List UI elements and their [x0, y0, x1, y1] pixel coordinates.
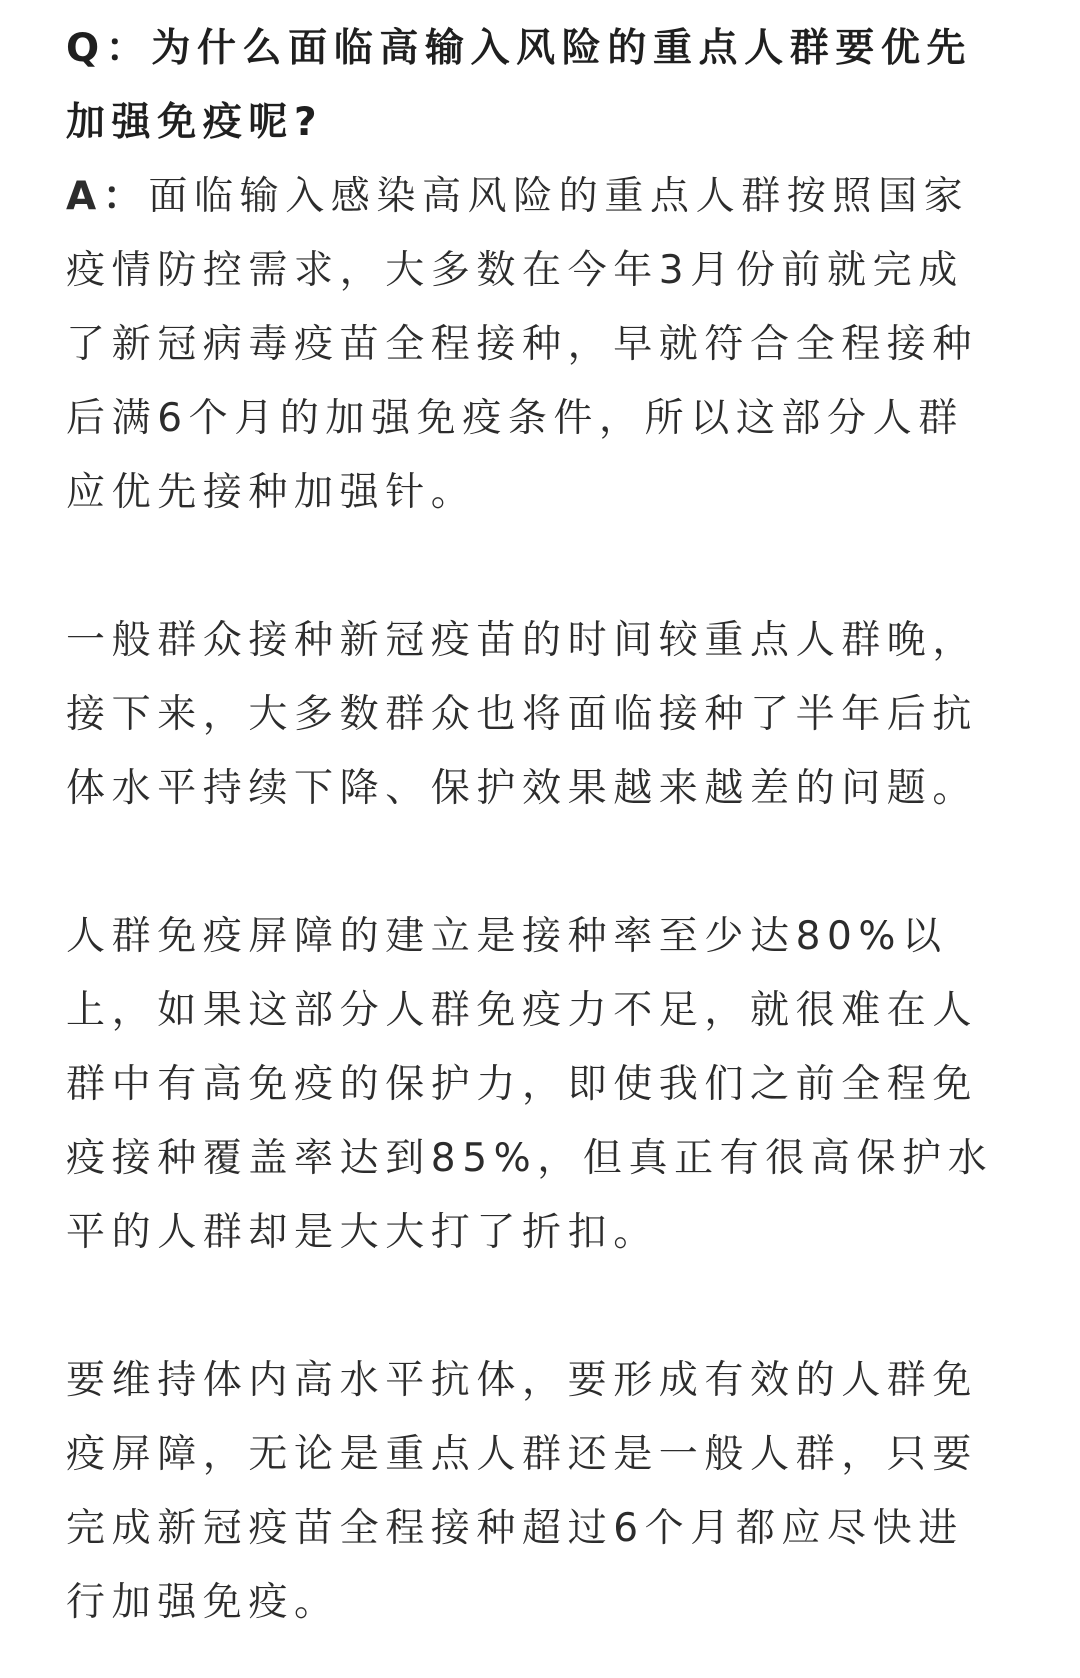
- question-text: 为什么面临高输入风险的重点人群要优先加强免疫呢?: [66, 26, 973, 145]
- paragraph-booster-advice: 要维持体内高水平抗体，要形成有效的人群免疫屏障，无论是重点人群还是一般人群，只要完成新冠疫苗全程接种超过6个月都应尽快进行加强免疫。: [66, 1358, 979, 1625]
- answer: [66, 160, 1004, 530]
- qa-block: [66, 12, 1004, 530]
- paragraph-immunity-barrier: 人群免疫屏障的建立是接种率至少达80%以上，如果这部分人群免疫力不足，就很难在人群中有高免疫的保护力，即使我们之前全程免疫接种覆盖率达到85%，但真正有很高保护水平的人群却是大大打了折扣。: [66, 914, 994, 1255]
- paragraph-vaccination-timing: 一般群众接种新冠疫苗的时间较重点人群晚，接下来，大多数群众也将面临接种了半年后抗体水平持续下降、保护效果越来越差的问题。: [66, 618, 979, 811]
- answer-text: 面临输入感染高风险的重点人群按照国家疫情防控需求，大多数在今年3月份前就完成了新冠病毒疫苗全程接种，早就符合全程接种后满6个月的加强免疫条件，所以这部分人群应优先接种加强针。: [66, 174, 979, 515]
- question: [66, 12, 1004, 160]
- question-label: Q：: [66, 26, 152, 71]
- answer-label: A：: [66, 174, 149, 219]
